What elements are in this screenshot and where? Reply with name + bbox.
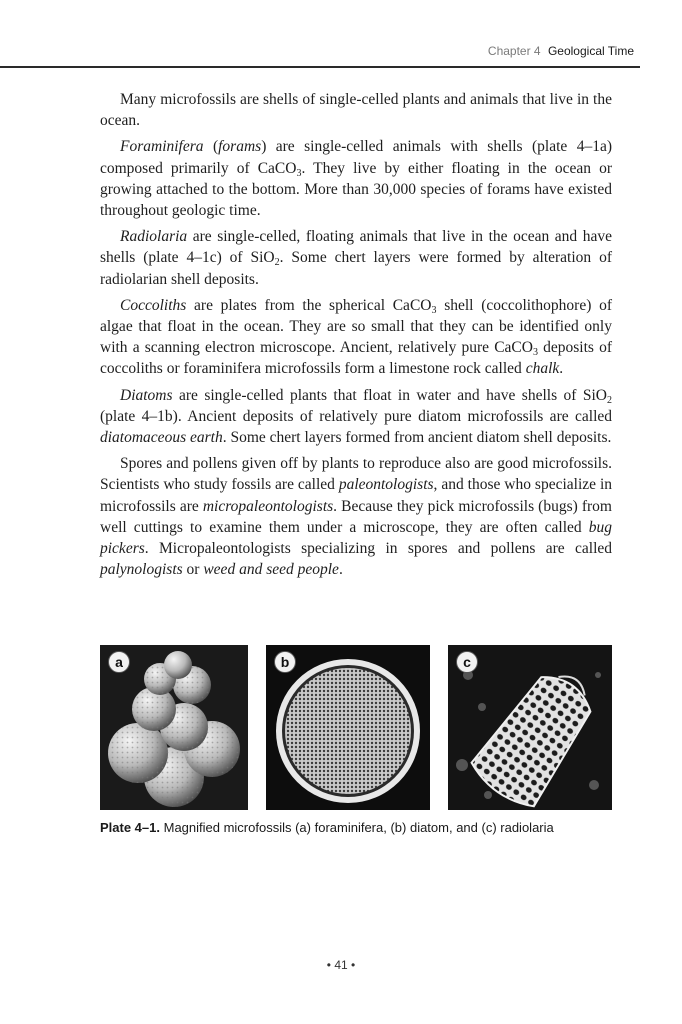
header-chapter: Chapter 4: [487, 44, 541, 58]
coccoliths-subscript-1: 3: [431, 304, 437, 316]
caption-label: Plate 4–1.: [100, 820, 160, 835]
diatom-photo: [266, 645, 430, 810]
diatoms-text-3: . Some chert layers formed from ancient diatom shell deposits.: [222, 429, 612, 447]
coccoliths-text-3: deposits of coccoliths or foraminifera microfossils form a limestone rock called: [100, 339, 613, 378]
diatoms-subscript: 2: [607, 394, 612, 406]
spores-text-2: , and those who specialize in microfossils are: [100, 476, 612, 515]
diatoms-text-2: (plate 4–1b). Ancient deposits of relatively pure diatom microfossils are called: [100, 407, 612, 425]
paragraph-coccoliths: [100, 295, 612, 380]
term-chalk: chalk: [525, 360, 560, 378]
spores-text-4: . Micropaleontologists specializing in spores and pollens are called: [144, 540, 612, 558]
body-text: [100, 89, 612, 585]
forams-subscript: 3: [296, 167, 302, 179]
plate-figure: [100, 645, 612, 810]
page-number: • 41 •: [326, 958, 356, 972]
coccoliths-text-2: shell (coccolithophore) of algae that float in the ocean. They are so small that they can be identified only with a scanning electron microscope. Ancient, relatively pure CaCO: [100, 296, 613, 357]
plate-label-b: b: [274, 651, 296, 673]
spores-text-3: . Because they pick microfossils (bugs) from well cuttings to examine them under a microscope, they are often called: [100, 497, 612, 536]
forams-text-2: . They live by either floating in the ocean or growing attached to the bottom. More than 30,000 species of forams have existed throughout geologic time.: [100, 159, 612, 220]
term-coccoliths: Coccoliths: [120, 296, 187, 314]
plate-label-c: c: [456, 651, 478, 673]
radiolaria-photo: [448, 645, 612, 810]
term-palynologists: palynologists: [100, 561, 183, 579]
plate-label-a: a: [108, 651, 130, 673]
term-diatoms: Diatoms: [120, 386, 173, 404]
term-foraminifera: Foraminifera: [120, 138, 204, 156]
plate-caption: [100, 820, 640, 835]
paragraph-forams: Foraminifera (forams) are single-celled animals with shells (plate 4–1a) composed primarily of CaCO$_3$. They live by either floating in the ocean or growing attached to the bottom. More than 30,000 species of forams have existed throughout geologic time.: [100, 138, 612, 220]
coccoliths-text-4: .: [559, 360, 564, 378]
paragraph-intro: [100, 89, 612, 131]
running-header: [0, 44, 634, 66]
foraminifera-photo: [100, 645, 248, 810]
coccoliths-text-1: are plates from the spherical CaCO: [186, 296, 432, 314]
spores-text-6: .: [338, 561, 343, 579]
spores-text-5: or: [182, 561, 204, 579]
header-title: Geological Time: [547, 44, 634, 58]
term-forams: forams: [218, 138, 262, 156]
header-rule: [0, 66, 640, 68]
paragraph-spores: [100, 453, 612, 580]
paragraph-radiolaria: [100, 226, 612, 290]
forams-text-1: are single-celled animals with shells (plate 4–1a) composed primarily of CaCO: [100, 138, 612, 177]
term-paleontologists: paleontologists: [338, 476, 434, 494]
radiolaria-text-2: . Some chert layers were formed by alteration of radiolarian shell deposits.: [100, 249, 613, 288]
term-micropaleontologists: micropaleontologists: [202, 497, 334, 515]
caption-text: Magnified microfossils (a) foraminifera, (b) diatom, and (c) radiolaria: [160, 820, 554, 835]
diatoms-text-1: are single-celled plants that float in water and have shells of SiO: [172, 386, 607, 404]
radiolaria-subscript: 2: [274, 257, 280, 269]
term-diatomaceous-earth: diatomaceous earth: [100, 429, 223, 447]
intro-text: Many microfossils are shells of single-celled plants and animals that live in the ocean.: [100, 91, 612, 130]
term-bug-pickers: bug pickers: [100, 518, 612, 558]
term-radiolaria: Radiolaria: [120, 228, 188, 246]
spores-text-1: Spores and pollens given off by plants to reproduce also are good microfossils. Scientists who study fossils are called: [100, 455, 612, 494]
paragraph-diatoms: [100, 385, 612, 449]
coccoliths-subscript-2: 3: [532, 347, 538, 359]
radiolaria-text-1: are single-celled, floating animals that live in the ocean and have shells (plate 4–1c) of SiO: [100, 228, 612, 267]
term-weed-and-seed-people: weed and seed people: [203, 561, 339, 579]
